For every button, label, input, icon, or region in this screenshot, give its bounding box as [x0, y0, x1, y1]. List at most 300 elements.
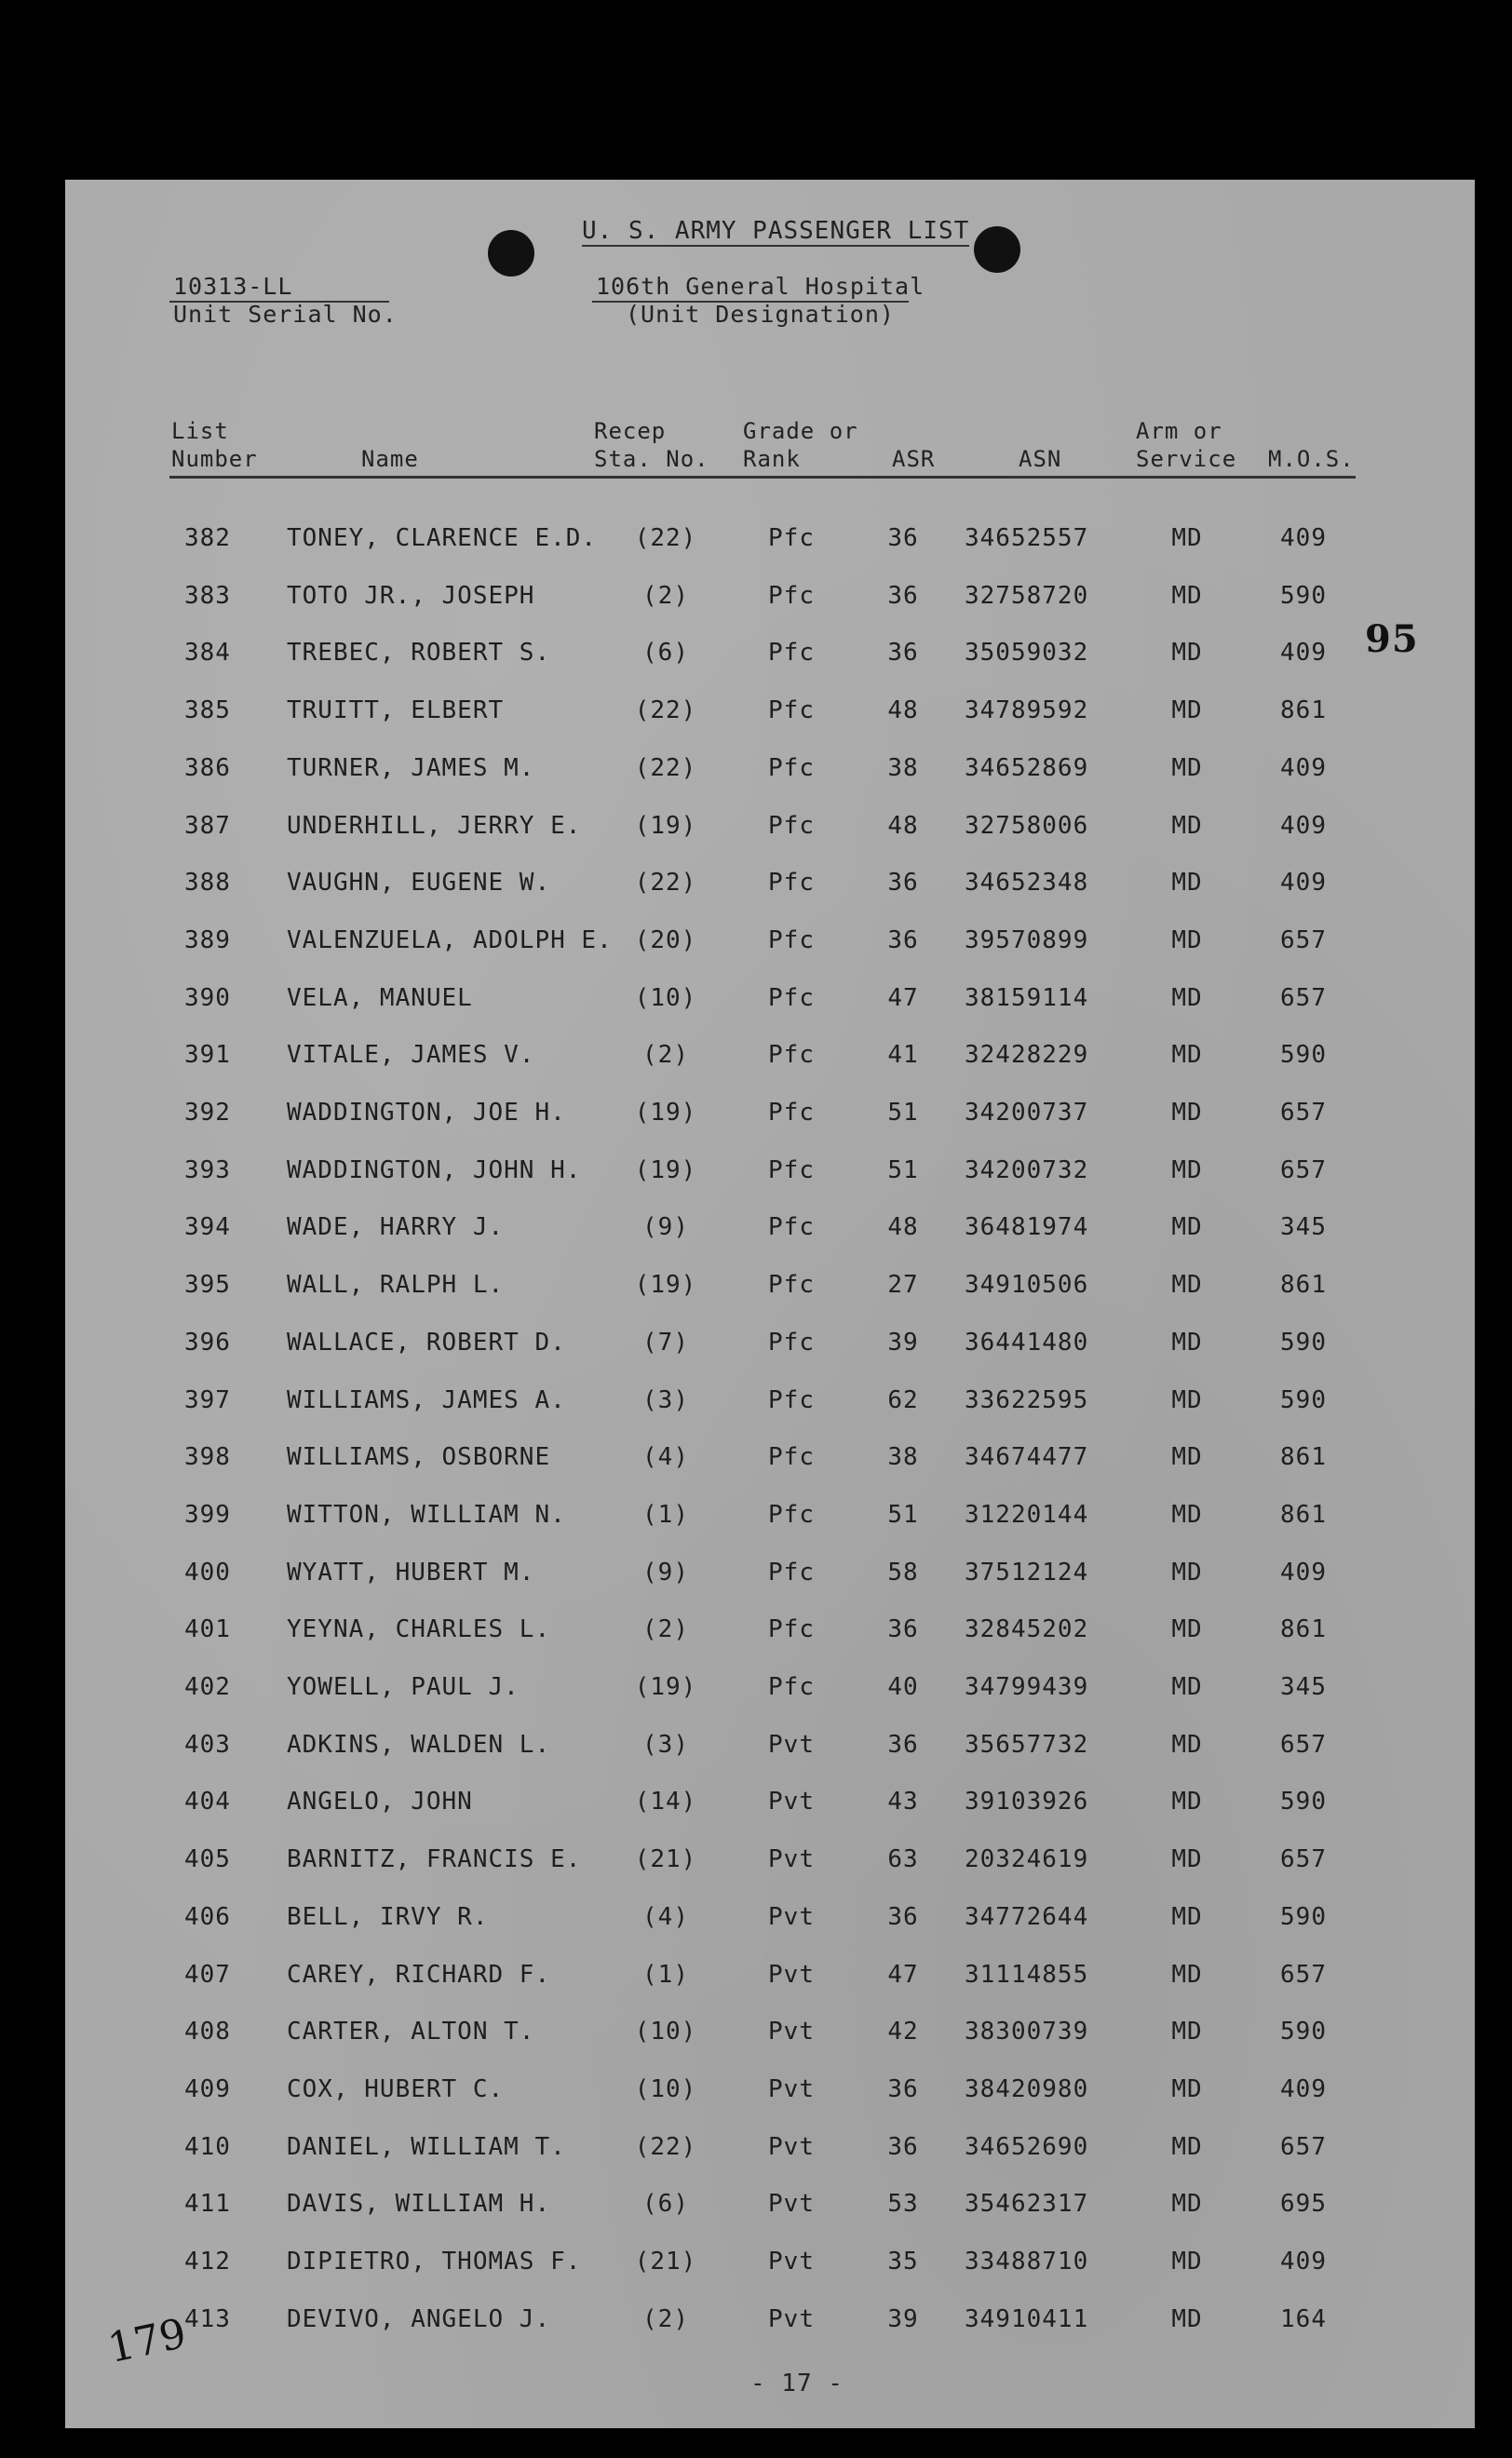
mos-cell: 861	[1280, 696, 1327, 725]
grade-cell: Pvt	[768, 1845, 815, 1874]
grade-cell: Pvt	[768, 2248, 815, 2276]
arm-service-cell: MD	[1171, 2190, 1203, 2219]
recep-station-cell: (10)	[634, 983, 697, 1012]
page-number: - 17 -	[750, 2370, 844, 2397]
mos-cell: 345	[1280, 1673, 1327, 1701]
mos-cell: 590	[1280, 1788, 1327, 1816]
mos-cell: 590	[1280, 581, 1327, 610]
table-row	[65, 984, 1475, 1021]
table-row	[65, 1443, 1475, 1480]
arm-service-cell: MD	[1171, 524, 1203, 552]
asr-cell: 36	[887, 2074, 919, 2103]
grade-cell: Pfc	[768, 925, 815, 954]
list-number-cell: 409	[184, 2074, 231, 2103]
list-number-cell: 412	[184, 2248, 231, 2276]
grade-cell: Pvt	[768, 2304, 815, 2333]
grade-cell: Pvt	[768, 1960, 815, 1989]
grade-cell: Pfc	[768, 1271, 815, 1300]
name-cell: BELL, IRVY R.	[287, 1902, 489, 1931]
arm-service-cell: MD	[1171, 1443, 1203, 1472]
list-number-cell: 408	[184, 2018, 231, 2046]
table-row	[65, 2190, 1475, 2227]
asr-cell: 35	[887, 2248, 919, 2276]
table-row	[65, 1156, 1475, 1194]
name-cell: VELA, MANUEL	[287, 983, 473, 1012]
name-cell: TOTO JR., JOSEPH	[287, 581, 535, 610]
grade-cell: Pfc	[768, 524, 815, 552]
name-cell: VITALE, JAMES V.	[287, 1041, 535, 1070]
table-row	[65, 754, 1475, 791]
asr-cell: 38	[887, 753, 919, 782]
grade-cell: Pvt	[768, 2132, 815, 2161]
asr-cell: 36	[887, 869, 919, 898]
recep-station-cell: (3)	[642, 1730, 689, 1759]
recep-station-cell: (9)	[642, 1558, 689, 1587]
unit-designation: 106th General Hospital	[596, 273, 925, 300]
list-number-cell: 392	[184, 1099, 231, 1127]
mos-cell: 164	[1280, 2304, 1327, 2333]
asn-cell: 34772644	[965, 1902, 1089, 1931]
list-number-cell: 395	[184, 1271, 231, 1300]
asr-cell: 27	[887, 1271, 919, 1300]
grade-cell: Pvt	[768, 2018, 815, 2046]
table-row	[65, 1501, 1475, 1538]
name-cell: WYATT, HUBERT M.	[287, 1558, 535, 1587]
recep-station-cell: (10)	[634, 2074, 697, 2103]
recep-station-cell: (20)	[634, 925, 697, 954]
column-header-name: Name	[361, 446, 419, 472]
name-cell: VAUGHN, EUGENE W.	[287, 869, 551, 898]
column-header-mos: M.O.S.	[1268, 446, 1355, 472]
recep-station-cell: (7)	[642, 1328, 689, 1357]
asn-cell: 35059032	[965, 639, 1089, 668]
name-cell: CARTER, ALTON T.	[287, 2018, 535, 2046]
arm-service-cell: MD	[1171, 2018, 1203, 2046]
asn-cell: 39570899	[965, 925, 1089, 954]
arm-service-cell: MD	[1171, 1960, 1203, 1989]
mos-cell: 409	[1280, 753, 1327, 782]
grade-cell: Pfc	[768, 1385, 815, 1414]
grade-cell: Pfc	[768, 1213, 815, 1242]
punch-hole-right	[974, 226, 1020, 273]
list-number-cell: 401	[184, 1615, 231, 1644]
recep-station-cell: (22)	[634, 696, 697, 725]
asr-cell: 36	[887, 925, 919, 954]
list-number-cell: 396	[184, 1328, 231, 1357]
asr-cell: 39	[887, 2304, 919, 2333]
mos-cell: 657	[1280, 983, 1327, 1012]
arm-service-cell: MD	[1171, 1730, 1203, 1759]
name-cell: WADDINGTON, JOE H.	[287, 1099, 566, 1127]
table-row	[65, 926, 1475, 964]
arm-service-cell: MD	[1171, 869, 1203, 898]
recep-station-cell: (21)	[634, 2248, 697, 2276]
asn-cell: 38300739	[965, 2018, 1089, 2046]
list-number-cell: 393	[184, 1155, 231, 1184]
asn-cell: 32758006	[965, 811, 1089, 840]
mos-cell: 409	[1280, 869, 1327, 898]
arm-service-cell: MD	[1171, 811, 1203, 840]
grade-cell: Pfc	[768, 581, 815, 610]
list-number-cell: 406	[184, 1902, 231, 1931]
asn-cell: 38159114	[965, 983, 1089, 1012]
recep-station-cell: (4)	[642, 1443, 689, 1472]
name-cell: YEYNA, CHARLES L.	[287, 1615, 551, 1644]
name-cell: VALENZUELA, ADOLPH E.	[287, 925, 613, 954]
recep-station-cell: (22)	[634, 524, 697, 552]
name-cell: TRUITT, ELBERT	[287, 696, 505, 725]
asr-cell: 42	[887, 2018, 919, 2046]
recep-station-cell: (19)	[634, 1673, 697, 1701]
asr-cell: 58	[887, 1558, 919, 1587]
asn-cell: 31220144	[965, 1500, 1089, 1529]
mos-cell: 861	[1280, 1271, 1327, 1300]
asr-cell: 48	[887, 696, 919, 725]
grade-cell: Pfc	[768, 639, 815, 668]
asn-cell: 34910506	[965, 1271, 1089, 1300]
asr-cell: 53	[887, 2190, 919, 2219]
list-number-cell: 389	[184, 925, 231, 954]
asn-cell: 34652690	[965, 2132, 1089, 2161]
list-number-cell: 394	[184, 1213, 231, 1242]
table-row	[65, 2018, 1475, 2055]
mos-cell: 861	[1280, 1500, 1327, 1529]
grade-cell: Pfc	[768, 1328, 815, 1357]
recep-station-cell: (9)	[642, 1213, 689, 1242]
name-cell: COX, HUBERT C.	[287, 2074, 505, 2103]
list-number-cell: 391	[184, 1041, 231, 1070]
column-header-grade: Grade or Rank	[743, 418, 858, 472]
mos-cell: 590	[1280, 1902, 1327, 1931]
margin-number: 95	[1365, 617, 1419, 661]
grade-cell: Pfc	[768, 983, 815, 1012]
arm-service-cell: MD	[1171, 1845, 1203, 1874]
mos-cell: 657	[1280, 2132, 1327, 2161]
recep-station-cell: (19)	[634, 1099, 697, 1127]
list-number-cell: 404	[184, 1788, 231, 1816]
table-row	[65, 1673, 1475, 1710]
asn-cell: 32428229	[965, 1041, 1089, 1070]
arm-service-cell: MD	[1171, 1788, 1203, 1816]
asn-cell: 34652869	[965, 753, 1089, 782]
page-title: U. S. ARMY PASSENGER LIST	[582, 217, 970, 245]
asr-cell: 51	[887, 1500, 919, 1529]
grade-cell: Pfc	[768, 1099, 815, 1127]
table-row	[65, 1961, 1475, 1998]
mos-cell: 345	[1280, 1213, 1327, 1242]
document-page	[65, 180, 1475, 2428]
asn-cell: 34674477	[965, 1443, 1089, 1472]
asr-cell: 36	[887, 639, 919, 668]
list-number-cell: 410	[184, 2132, 231, 2161]
asr-cell: 48	[887, 1213, 919, 1242]
arm-service-cell: MD	[1171, 925, 1203, 954]
table-row	[65, 1041, 1475, 1078]
list-number-cell: 413	[184, 2304, 231, 2333]
mos-cell: 657	[1280, 1730, 1327, 1759]
asr-cell: 36	[887, 2132, 919, 2161]
arm-service-cell: MD	[1171, 696, 1203, 725]
mos-cell: 590	[1280, 1328, 1327, 1357]
mos-cell: 409	[1280, 1558, 1327, 1587]
recep-station-cell: (22)	[634, 869, 697, 898]
asr-cell: 36	[887, 581, 919, 610]
asn-cell: 35657732	[965, 1730, 1089, 1759]
asr-cell: 47	[887, 1960, 919, 1989]
mos-cell: 409	[1280, 2074, 1327, 2103]
table-row	[65, 2133, 1475, 2170]
grade-cell: Pfc	[768, 753, 815, 782]
table-row	[65, 639, 1475, 676]
arm-service-cell: MD	[1171, 1328, 1203, 1357]
asr-cell: 36	[887, 1615, 919, 1644]
mos-cell: 590	[1280, 1385, 1327, 1414]
list-number-cell: 390	[184, 983, 231, 1012]
recep-station-cell: (1)	[642, 1500, 689, 1529]
arm-service-cell: MD	[1171, 1099, 1203, 1127]
arm-service-cell: MD	[1171, 753, 1203, 782]
list-number-cell: 384	[184, 639, 231, 668]
arm-service-cell: MD	[1171, 983, 1203, 1012]
table-row	[65, 1788, 1475, 1825]
mos-cell: 409	[1280, 811, 1327, 840]
grade-cell: Pvt	[768, 2190, 815, 2219]
grade-cell: Pfc	[768, 1615, 815, 1644]
table-row	[65, 1386, 1475, 1424]
arm-service-cell: MD	[1171, 1213, 1203, 1242]
table-row	[65, 1213, 1475, 1250]
asn-cell: 33622595	[965, 1385, 1089, 1414]
grade-cell: Pfc	[768, 1443, 815, 1472]
recep-station-cell: (19)	[634, 811, 697, 840]
list-number-cell: 407	[184, 1960, 231, 1989]
table-row	[65, 2075, 1475, 2113]
list-number-cell: 382	[184, 524, 231, 552]
grade-cell: Pfc	[768, 811, 815, 840]
list-number-cell: 399	[184, 1500, 231, 1529]
mos-cell: 590	[1280, 1041, 1327, 1070]
arm-service-cell: MD	[1171, 1155, 1203, 1184]
name-cell: WILLIAMS, OSBORNE	[287, 1443, 551, 1472]
list-number-cell: 402	[184, 1673, 231, 1701]
asr-cell: 47	[887, 983, 919, 1012]
list-number-cell: 387	[184, 811, 231, 840]
table-row	[65, 869, 1475, 906]
list-number-cell: 405	[184, 1845, 231, 1874]
asn-cell: 33488710	[965, 2248, 1089, 2276]
list-number-cell: 411	[184, 2190, 231, 2219]
arm-service-cell: MD	[1171, 1673, 1203, 1701]
asr-cell: 51	[887, 1099, 919, 1127]
column-header-recep: Recep Sta. No.	[594, 418, 709, 472]
asn-cell: 34652557	[965, 524, 1089, 552]
table-row	[65, 1731, 1475, 1768]
list-number-cell: 383	[184, 581, 231, 610]
asn-cell: 35462317	[965, 2190, 1089, 2219]
punch-hole-left	[488, 230, 534, 277]
table-row	[65, 1845, 1475, 1883]
arm-service-cell: MD	[1171, 2132, 1203, 2161]
asn-cell: 34789592	[965, 696, 1089, 725]
arm-service-cell: MD	[1171, 1500, 1203, 1529]
list-number-cell: 400	[184, 1558, 231, 1587]
list-number-cell: 403	[184, 1730, 231, 1759]
recep-station-cell: (2)	[642, 2304, 689, 2333]
name-cell: WALL, RALPH L.	[287, 1271, 505, 1300]
column-header-arm: Arm or Service	[1136, 418, 1237, 472]
asr-cell: 51	[887, 1155, 919, 1184]
name-cell: BARNITZ, FRANCIS E.	[287, 1845, 582, 1874]
asn-cell: 36481974	[965, 1213, 1089, 1242]
name-cell: YOWELL, PAUL J.	[287, 1673, 520, 1701]
name-cell: DANIEL, WILLIAM T.	[287, 2132, 566, 2161]
table-row	[65, 812, 1475, 849]
arm-service-cell: MD	[1171, 1558, 1203, 1587]
grade-cell: Pvt	[768, 1788, 815, 1816]
arm-service-cell: MD	[1171, 2248, 1203, 2276]
asr-cell: 39	[887, 1328, 919, 1357]
mos-cell: 409	[1280, 524, 1327, 552]
arm-service-cell: MD	[1171, 1902, 1203, 1931]
recep-station-cell: (21)	[634, 1845, 697, 1874]
recep-station-cell: (6)	[642, 639, 689, 668]
arm-service-cell: MD	[1171, 1271, 1203, 1300]
grade-cell: Pfc	[768, 869, 815, 898]
arm-service-cell: MD	[1171, 639, 1203, 668]
mos-cell: 657	[1280, 925, 1327, 954]
grade-cell: Pfc	[768, 1558, 815, 1587]
recep-station-cell: (6)	[642, 2190, 689, 2219]
recep-station-cell: (4)	[642, 1902, 689, 1931]
mos-cell: 409	[1280, 2248, 1327, 2276]
recep-station-cell: (10)	[634, 2018, 697, 2046]
mos-cell: 657	[1280, 1155, 1327, 1184]
asr-cell: 40	[887, 1673, 919, 1701]
arm-service-cell: MD	[1171, 1385, 1203, 1414]
margin-handwriting: 179	[103, 2309, 191, 2373]
column-header-list-number: List Number	[171, 418, 258, 472]
mos-cell: 657	[1280, 1845, 1327, 1874]
mos-cell: 657	[1280, 1960, 1327, 1989]
table-row	[65, 696, 1475, 734]
column-header-asn: ASN	[1019, 446, 1062, 472]
asn-cell: 20324619	[965, 1845, 1089, 1874]
asn-cell: 34910411	[965, 2304, 1089, 2333]
list-number-cell: 385	[184, 696, 231, 725]
grade-cell: Pfc	[768, 1041, 815, 1070]
name-cell: TONEY, CLARENCE E.D.	[287, 524, 598, 552]
header-rule	[169, 476, 1356, 479]
grade-cell: Pfc	[768, 1673, 815, 1701]
grade-cell: Pvt	[768, 2074, 815, 2103]
name-cell: WADDINGTON, JOHN H.	[287, 1155, 582, 1184]
recep-station-cell: (22)	[634, 2132, 697, 2161]
asn-cell: 34200732	[965, 1155, 1089, 1184]
recep-station-cell: (19)	[634, 1155, 697, 1184]
asr-cell: 36	[887, 1730, 919, 1759]
table-row	[65, 1903, 1475, 1940]
mos-cell: 590	[1280, 2018, 1327, 2046]
arm-service-cell: MD	[1171, 1041, 1203, 1070]
recep-station-cell: (2)	[642, 1615, 689, 1644]
table-row	[65, 1559, 1475, 1596]
asn-cell: 34652348	[965, 869, 1089, 898]
name-cell: ADKINS, WALDEN L.	[287, 1730, 551, 1759]
asr-cell: 63	[887, 1845, 919, 1874]
mos-cell: 861	[1280, 1443, 1327, 1472]
mos-cell: 657	[1280, 1099, 1327, 1127]
recep-station-cell: (22)	[634, 753, 697, 782]
table-row	[65, 2305, 1475, 2343]
name-cell: TREBEC, ROBERT S.	[287, 639, 551, 668]
asn-cell: 32758720	[965, 581, 1089, 610]
mos-cell: 409	[1280, 639, 1327, 668]
asr-cell: 36	[887, 524, 919, 552]
asr-cell: 43	[887, 1788, 919, 1816]
list-number-cell: 386	[184, 753, 231, 782]
name-cell: WADE, HARRY J.	[287, 1213, 505, 1242]
mos-cell: 695	[1280, 2190, 1327, 2219]
recep-station-cell: (2)	[642, 581, 689, 610]
name-cell: DIPIETRO, THOMAS F.	[287, 2248, 582, 2276]
grade-cell: Pvt	[768, 1902, 815, 1931]
name-cell: ANGELO, JOHN	[287, 1788, 473, 1816]
arm-service-cell: MD	[1171, 2074, 1203, 2103]
name-cell: UNDERHILL, JERRY E.	[287, 811, 582, 840]
name-cell: WALLACE, ROBERT D.	[287, 1328, 566, 1357]
name-cell: WILLIAMS, JAMES A.	[287, 1385, 566, 1414]
name-cell: TURNER, JAMES M.	[287, 753, 535, 782]
grade-cell: Pvt	[768, 1730, 815, 1759]
grade-cell: Pfc	[768, 696, 815, 725]
recep-station-cell: (19)	[634, 1271, 697, 1300]
arm-service-cell: MD	[1171, 1615, 1203, 1644]
asn-cell: 32845202	[965, 1615, 1089, 1644]
table-row	[65, 1271, 1475, 1308]
table-row	[65, 1099, 1475, 1136]
table-row	[65, 1329, 1475, 1366]
asn-cell: 37512124	[965, 1558, 1089, 1587]
asr-cell: 48	[887, 811, 919, 840]
recep-station-cell: (1)	[642, 1960, 689, 1989]
unit-serial-label: Unit Serial No.	[173, 301, 398, 328]
arm-service-cell: MD	[1171, 2304, 1203, 2333]
asr-cell: 62	[887, 1385, 919, 1414]
asn-cell: 31114855	[965, 1960, 1089, 1989]
recep-station-cell: (14)	[634, 1788, 697, 1816]
mos-cell: 861	[1280, 1615, 1327, 1644]
recep-station-cell: (3)	[642, 1385, 689, 1414]
asr-cell: 38	[887, 1443, 919, 1472]
name-cell: DAVIS, WILLIAM H.	[287, 2190, 551, 2219]
list-number-cell: 398	[184, 1443, 231, 1472]
grade-cell: Pfc	[768, 1155, 815, 1184]
asr-cell: 41	[887, 1041, 919, 1070]
unit-designation-label: (Unit Designation)	[626, 301, 895, 328]
table-row	[65, 524, 1475, 561]
recep-station-cell: (2)	[642, 1041, 689, 1070]
list-number-cell: 397	[184, 1385, 231, 1414]
name-cell: DEVIVO, ANGELO J.	[287, 2304, 551, 2333]
column-header-asr: ASR	[892, 446, 936, 472]
name-cell: CAREY, RICHARD F.	[287, 1960, 551, 1989]
asn-cell: 36441480	[965, 1328, 1089, 1357]
list-number-cell: 388	[184, 869, 231, 898]
unit-serial-number: 10313-LL	[173, 273, 293, 300]
asn-cell: 38420980	[965, 2074, 1089, 2103]
table-row	[65, 582, 1475, 619]
table-row	[65, 2248, 1475, 2285]
